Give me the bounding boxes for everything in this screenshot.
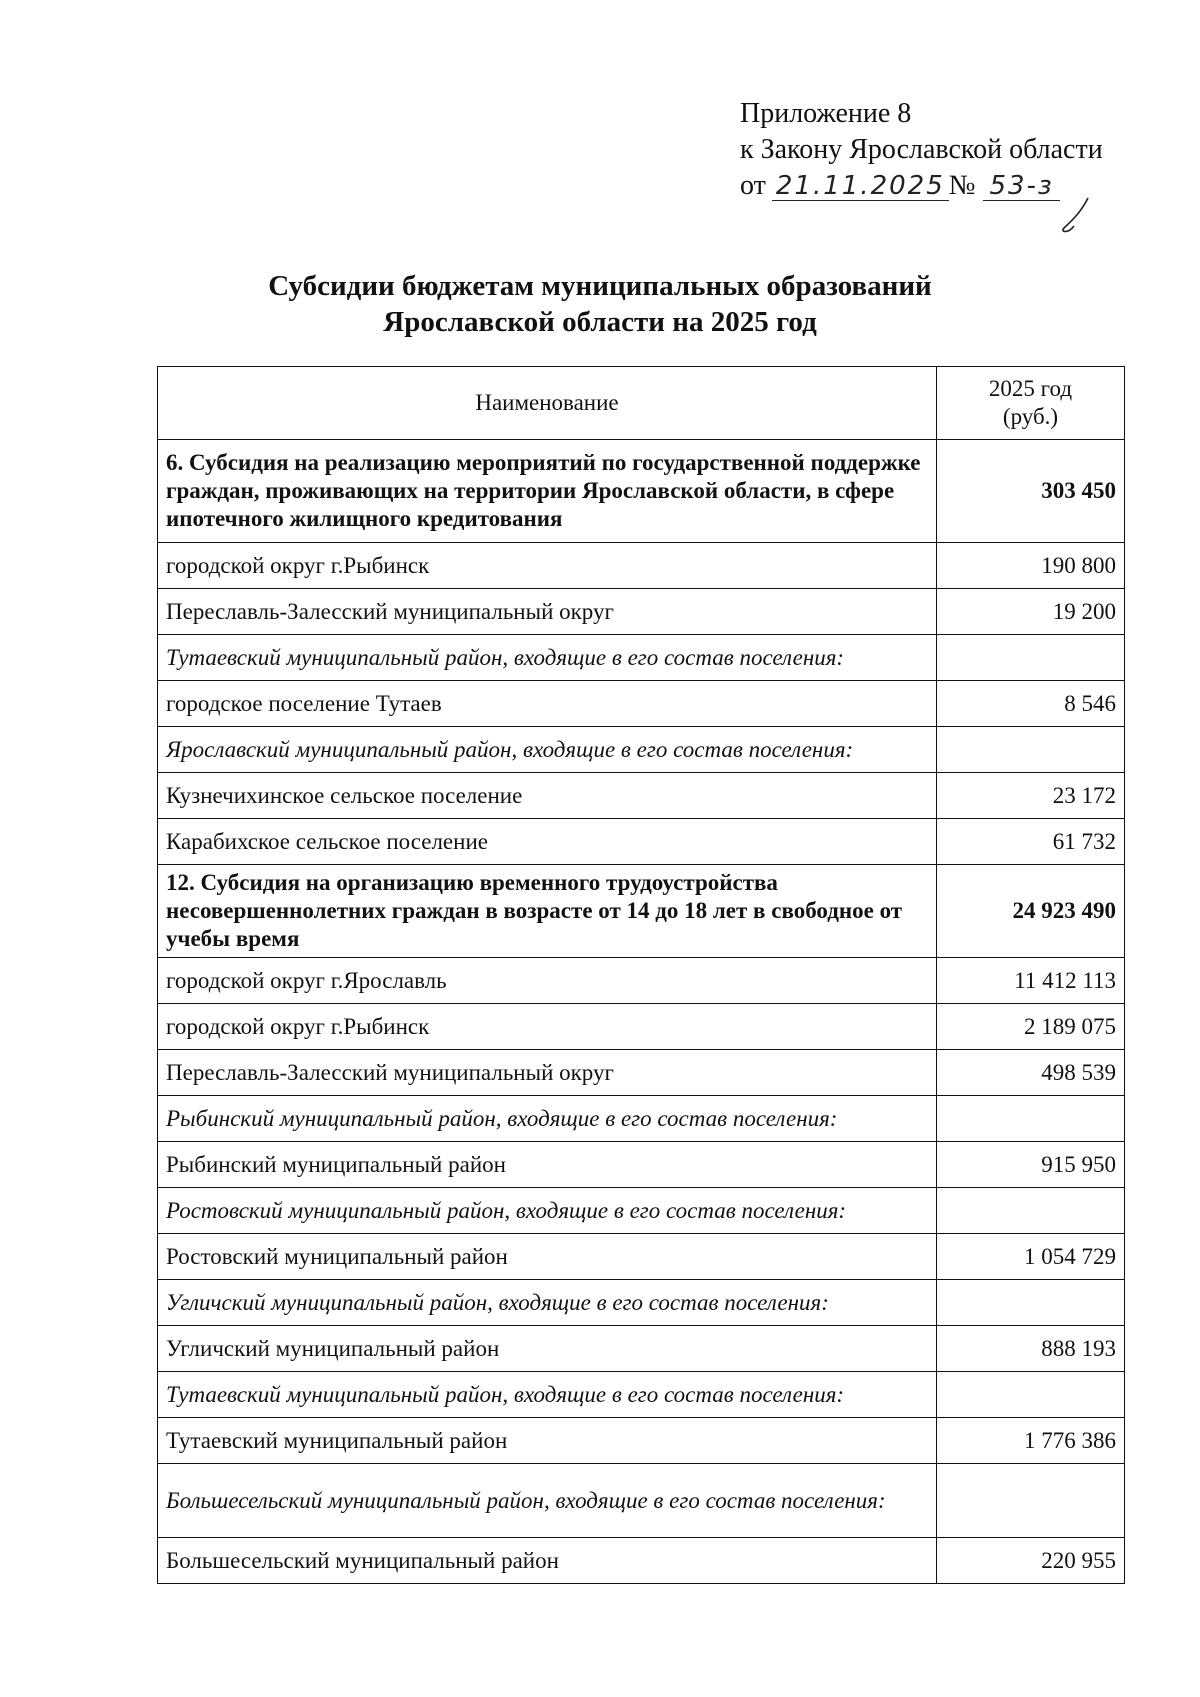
row-name: 6. Субсидия на реализацию мероприятий по государственной поддержке граждан, проживающих на территории Ярославской области, в сфере ипотечного жилищного кредитования [158, 440, 937, 543]
row-amount: 61 732 [937, 819, 1125, 865]
table-row [158, 958, 1125, 1004]
row-name: Тутаевский муниципальный район [158, 1418, 937, 1464]
row-name: Переславль-Залесский муниципальный округ [158, 1050, 937, 1096]
table-row [158, 589, 1125, 635]
table-row [158, 681, 1125, 727]
row-amount: 915 950 [937, 1142, 1125, 1188]
table-row-group [158, 1188, 1125, 1234]
title-line-1: Субсидии бюджетам муниципальных образований [268, 270, 932, 302]
table-row-group [158, 1096, 1125, 1142]
row-amount: 498 539 [937, 1050, 1125, 1096]
row-name: Угличский муниципальный район [158, 1326, 937, 1372]
handwritten-date: 21.11.2025 [772, 172, 949, 201]
table-row-group [158, 1280, 1125, 1326]
row-name: городской округ г.Ярославль [158, 958, 937, 1004]
table-row [158, 543, 1125, 589]
row-name: Ростовский муниципальный район [158, 1234, 937, 1280]
handwriting-hook-mark [1058, 196, 1098, 236]
appendix-block [740, 96, 1103, 204]
table-row [158, 1418, 1125, 1464]
title-line-2: Ярославской области на 2025 год [383, 306, 817, 338]
row-name: 12. Субсидия на организацию временного трудоустройства несовершеннолетних граждан в возрасте от 14 до 18 лет в свободное от учебы время [158, 865, 937, 958]
handwritten-number: 53-з [983, 172, 1059, 201]
table-header-row [158, 367, 1125, 440]
page-title [0, 268, 1200, 340]
row-amount: 303 450 [937, 440, 1125, 543]
table-row-group [158, 727, 1125, 773]
row-name: Большесельский муниципальный район [158, 1538, 937, 1584]
row-name: Угличский муниципальный район, входящие в его состав поселения: [158, 1280, 937, 1326]
row-name: Переславль-Залесский муниципальный округ [158, 589, 937, 635]
row-amount [937, 635, 1125, 681]
row-amount [937, 727, 1125, 773]
header-amount [937, 367, 1125, 440]
table-row-group [158, 635, 1125, 681]
row-amount: 8 546 [937, 681, 1125, 727]
row-amount [937, 1188, 1125, 1234]
appendix-date-prefix: от [740, 170, 766, 201]
table-row [158, 1326, 1125, 1372]
subsidies-table [157, 366, 1125, 1584]
row-amount [937, 1372, 1125, 1418]
row-amount: 11 412 113 [937, 958, 1125, 1004]
table-row [158, 1142, 1125, 1188]
table-row-group [158, 1372, 1125, 1418]
row-amount: 23 172 [937, 773, 1125, 819]
appendix-title: Приложение 8 [740, 98, 912, 129]
number-sign: № [948, 170, 976, 201]
table-row [158, 1004, 1125, 1050]
table-row [158, 773, 1125, 819]
row-amount: 2 189 075 [937, 1004, 1125, 1050]
appendix-date-line [740, 168, 1103, 204]
header-amount-year: 2025 год [988, 376, 1073, 401]
table-row-section [158, 440, 1125, 543]
row-name: Ярославский муниципальный район, входящие в его состав поселения: [158, 727, 937, 773]
row-name: Карабихское сельское поселение [158, 819, 937, 865]
row-amount [937, 1280, 1125, 1326]
row-name: городской округ г.Рыбинск [158, 543, 937, 589]
row-name: Ростовский муниципальный район, входящие в его состав поселения: [158, 1188, 937, 1234]
row-name: Рыбинский муниципальный район [158, 1142, 937, 1188]
row-name: Тутаевский муниципальный район, входящие в его состав поселения: [158, 635, 937, 681]
row-name: городской округ г.Рыбинск [158, 1004, 937, 1050]
header-amount-unit: (руб.) [1002, 404, 1059, 429]
header-name: Наименование [158, 367, 937, 440]
row-amount: 220 955 [937, 1538, 1125, 1584]
row-amount: 190 800 [937, 543, 1125, 589]
row-amount: 19 200 [937, 589, 1125, 635]
row-name: Рыбинский муниципальный район, входящие в его состав поселения: [158, 1096, 937, 1142]
row-amount: 1 054 729 [937, 1234, 1125, 1280]
table-body [158, 440, 1125, 1584]
table-row [158, 819, 1125, 865]
table-row [158, 1234, 1125, 1280]
table-row [158, 1538, 1125, 1584]
row-amount [937, 1464, 1125, 1538]
appendix-law: к Закону Ярославской области [740, 134, 1103, 165]
table-row-group [158, 1464, 1125, 1538]
table-row [158, 1050, 1125, 1096]
row-amount [937, 1096, 1125, 1142]
row-amount: 888 193 [937, 1326, 1125, 1372]
row-name: городское поселение Тутаев [158, 681, 937, 727]
row-name: Кузнечихинское сельское поселение [158, 773, 937, 819]
row-name: Большесельский муниципальный район, входящие в его состав поселения: [158, 1464, 937, 1538]
row-amount: 1 776 386 [937, 1418, 1125, 1464]
row-amount: 24 923 490 [937, 865, 1125, 958]
table-row-section [158, 865, 1125, 958]
row-name: Тутаевский муниципальный район, входящие в его состав поселения: [158, 1372, 937, 1418]
